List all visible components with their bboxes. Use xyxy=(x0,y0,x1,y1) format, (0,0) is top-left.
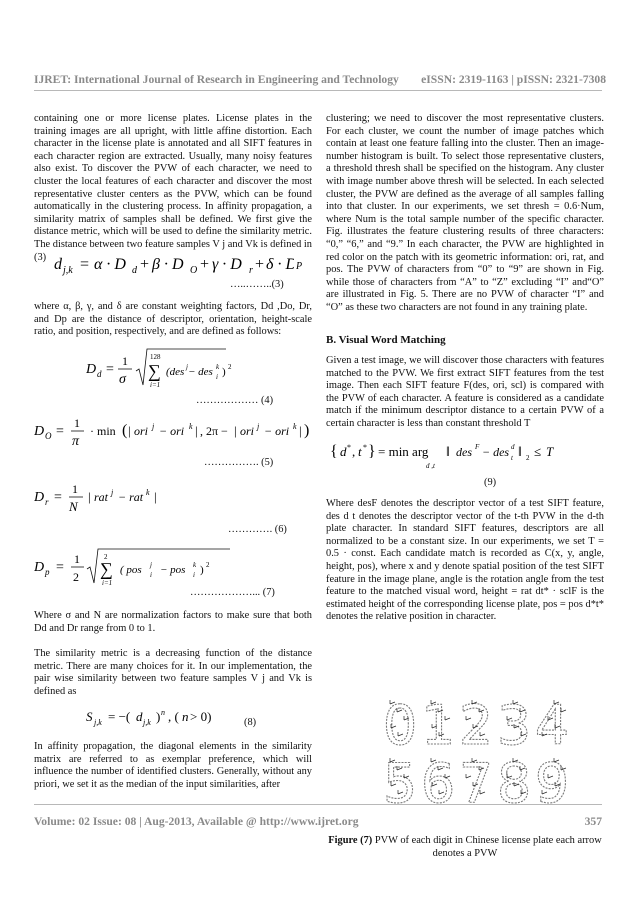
svg-text:2: 2 xyxy=(206,561,210,569)
svg-text:j,k: j,k xyxy=(63,265,73,276)
digit-glyph-6: 6 xyxy=(420,752,456,814)
svg-text:k: k xyxy=(193,561,197,569)
svg-text:j: j xyxy=(186,363,188,371)
svg-text:D: D xyxy=(34,490,45,505)
digit-glyph-0: 0 xyxy=(382,694,418,757)
svg-text:|: | xyxy=(128,423,131,438)
equation-7-number: ………………... (7) xyxy=(190,587,275,598)
svg-text:D: D xyxy=(34,560,45,575)
left-paragraph-1: containing one or more license plates. License plates in the training images are all upright, with little affine distortion. Each character in the license plate is annotated and all SIFT features in each character region are extracted. Usually, many noisy features also exist. To discover the PVW of each character, we need to cluster the local features of each character and discover the most representative cluster centers as the PVW, which can be found automatically in the clustering process. In affinity propagation, a similarity matrix of samples shall be defined. We first give the distance metric, which will be used to define the similarity metric. The distance between two feature samples V j and Vk is defined in (3) xyxy=(34,113,312,263)
svg-text:|: | xyxy=(195,423,198,438)
svg-text:d ,t: d ,t xyxy=(426,462,435,470)
svg-text:· min: · min xyxy=(90,424,116,438)
svg-text:, (: , ( xyxy=(168,709,179,724)
svg-text:N: N xyxy=(69,499,78,514)
svg-text:j,k: j,k xyxy=(94,718,102,727)
svg-text:*: * xyxy=(347,443,351,452)
svg-text:d: d xyxy=(97,369,102,379)
svg-text:( pos: ( pos xyxy=(120,564,142,576)
svg-text:1: 1 xyxy=(72,482,78,496)
svg-text:=: = xyxy=(56,560,64,575)
svg-text:∑: ∑ xyxy=(100,559,113,579)
equation-6-number: …………. (6) xyxy=(228,524,287,535)
svg-text:‖: ‖ xyxy=(446,445,450,460)
figure-caption-text: PVW of each digit in Chinese license plate each arrow denotes a PVW xyxy=(372,835,602,859)
svg-text:): ) xyxy=(304,422,310,439)
svg-text:− des: − des xyxy=(188,366,213,378)
left-paragraph-5: In affinity propagation, the diagonal elements in the similarity matrix are referred to as exemplar preference, which will influence the number of identified clusters. Generally, without any priori, we set it as the median of the input similarities, after xyxy=(34,741,312,790)
svg-text:j: j xyxy=(150,561,152,569)
left-paragraph-2: where α, β, γ, and δ are constant weighting factors, Dd ,Do, Dr, and Dp are the distance of descriptor, orientation, height-scale ratio, and position, respectively, and are defined as follows: xyxy=(34,301,312,338)
equation-3-subscript xyxy=(296,259,310,273)
svg-text:+: + xyxy=(200,256,210,273)
svg-text:∑: ∑ xyxy=(148,361,161,381)
svg-text:β · D: β · D xyxy=(152,256,184,273)
svg-text:i: i xyxy=(150,571,152,579)
svg-text:|: | xyxy=(88,489,91,504)
svg-text:d: d xyxy=(340,444,347,459)
issn-info: eISSN: 2319-1163 | pISSN: 2321-7308 xyxy=(421,73,606,86)
svg-text:=: = xyxy=(56,424,64,439)
svg-text:π: π xyxy=(72,434,80,449)
footer-rule xyxy=(34,804,602,805)
svg-text:α · D: α · D xyxy=(94,256,126,273)
svg-text:D: D xyxy=(86,362,97,377)
section-heading: B. Visual Word Matching xyxy=(326,334,446,346)
page-header xyxy=(34,73,606,86)
svg-text:=: = xyxy=(80,256,90,273)
svg-text:+: + xyxy=(140,256,150,273)
svg-text:j: j xyxy=(257,422,260,431)
digit-glyph-9: 9 xyxy=(534,752,570,814)
svg-text:+: + xyxy=(255,256,265,273)
pvw-digits-figure xyxy=(382,694,572,814)
svg-text:d: d xyxy=(136,709,143,724)
digit-glyph-1: 1 xyxy=(420,694,456,757)
svg-text:O: O xyxy=(190,265,198,276)
svg-text:=: = xyxy=(54,490,62,505)
equation-3-formula xyxy=(54,251,294,277)
svg-text:T: T xyxy=(546,444,554,459)
svg-text:γ · D: γ · D xyxy=(212,256,242,273)
equation-3-number: …..……..(3) xyxy=(230,279,284,290)
digit-glyph-2: 2 xyxy=(458,694,494,757)
svg-text:≤: ≤ xyxy=(534,444,542,459)
svg-text:O: O xyxy=(45,431,52,441)
figure-label: Figure (7) xyxy=(328,835,373,846)
svg-text:, 2π −: , 2π − xyxy=(200,424,228,438)
svg-text:‖: ‖ xyxy=(518,445,522,460)
equation-9-number: (9) xyxy=(484,477,497,488)
digit-glyph-3: 3 xyxy=(496,694,532,757)
svg-text:{: { xyxy=(330,443,338,460)
equation-5-number: ……………. (5) xyxy=(204,457,274,468)
svg-text:= −(: = −( xyxy=(108,709,131,724)
right-paragraph-2: Given a test image, we will discover those characters with features matched to the PVW. We first extract SIFT features from the test image. Then each SIFT feature F(des, ori, scl) is compared with the PVW of each character. A feature is considered as a candidate match if the minimum descriptor distance to a certain PVW of a certain character is less than constant threshold T xyxy=(326,355,604,429)
svg-text:σ: σ xyxy=(119,372,126,387)
svg-text:− ori: − ori xyxy=(264,424,290,438)
digit-glyph-8: 8 xyxy=(496,752,532,814)
left-paragraph-4: The similarity metric is a decreasing function of the distance metric. There are many choices for it. In our implementation, the pair wise similarity between two feature samples V j and Vk is defined as xyxy=(34,648,312,697)
svg-text:i: i xyxy=(216,373,218,381)
svg-text:(des: (des xyxy=(166,366,185,378)
svg-text:2: 2 xyxy=(228,363,232,371)
svg-text:2: 2 xyxy=(526,454,530,462)
svg-text:d: d xyxy=(132,265,137,276)
svg-text:n: n xyxy=(182,709,189,724)
footer-volume: Volume: 02 Issue: 08 | Aug-2013, Available @ http://www.ijret.org xyxy=(34,815,359,828)
svg-text:n: n xyxy=(161,708,165,717)
svg-text:|: | xyxy=(154,489,157,504)
svg-text:*: * xyxy=(363,443,367,452)
svg-text:− ori: − ori xyxy=(159,424,185,438)
svg-text:(: ( xyxy=(122,422,128,439)
svg-text:i=1: i=1 xyxy=(150,381,161,389)
page-number: 357 xyxy=(584,815,602,828)
svg-text:P: P xyxy=(296,261,303,272)
svg-text:rat: rat xyxy=(94,490,109,504)
equation-7-formula xyxy=(34,543,234,589)
equation-4-formula-tail xyxy=(188,343,268,393)
svg-text:2: 2 xyxy=(104,553,108,561)
digit-glyph-4: 4 xyxy=(534,694,570,757)
equation-9-formula xyxy=(330,438,570,474)
journal-title: IJRET: International Journal of Research in Engineering and Technology xyxy=(34,73,399,86)
svg-text:ori: ori xyxy=(240,424,255,438)
svg-text:|: | xyxy=(299,423,302,438)
svg-text:): ) xyxy=(200,564,204,576)
svg-text:1: 1 xyxy=(122,354,128,368)
digit-glyph-5: 5 xyxy=(382,752,418,814)
svg-text:> 0): > 0) xyxy=(190,709,212,724)
svg-text:t: t xyxy=(358,444,362,459)
svg-text:1: 1 xyxy=(74,552,80,566)
svg-text:i: i xyxy=(193,571,195,579)
svg-text:}: } xyxy=(368,443,376,460)
svg-text:ori: ori xyxy=(134,424,149,438)
svg-text:t: t xyxy=(511,454,513,462)
equation-3 xyxy=(54,251,294,282)
svg-text:d: d xyxy=(511,443,515,451)
equation-8-number: (8) xyxy=(244,717,257,728)
svg-text:2: 2 xyxy=(73,570,79,584)
svg-text:j,k: j,k xyxy=(143,718,151,727)
equation-5-formula xyxy=(34,413,312,453)
svg-text:k: k xyxy=(293,422,297,431)
svg-text:r: r xyxy=(45,497,49,507)
svg-text:128: 128 xyxy=(150,353,161,361)
svg-text:): ) xyxy=(222,366,226,378)
svg-text:k: k xyxy=(146,488,150,497)
svg-text:− rat: − rat xyxy=(118,490,144,504)
svg-text:S: S xyxy=(86,709,93,724)
equation-4-number: ……………… (4) xyxy=(196,395,274,406)
svg-text:− des: − des xyxy=(482,445,510,459)
svg-text:= min arg: = min arg xyxy=(378,444,429,459)
header-rule xyxy=(34,90,602,91)
svg-text:p: p xyxy=(45,567,50,577)
equation-8-formula xyxy=(86,705,236,729)
svg-text:1: 1 xyxy=(74,416,80,430)
page-footer xyxy=(34,815,602,828)
svg-text:d: d xyxy=(54,256,62,273)
figure-caption xyxy=(326,835,604,860)
svg-text:k: k xyxy=(189,422,193,431)
equation-6-formula xyxy=(34,479,194,519)
svg-text:D: D xyxy=(34,424,45,439)
svg-text:k: k xyxy=(216,363,220,371)
right-paragraph-1: clustering; we need to discover the most representative clusters. For each cluster, we count the number of image patches which contain at least one feature falling into the cluster. Then an image-number histogram is built. To select those representative clusters, a threshold thresh shall be specified on the histogram. Any cluster with image number above thresh will be selected. In each selected cluster, the PVW are defined as the average of all samples falling into that cluster. In our experiments, we set thresh = 0.6·Num, where Num is the total sample number of the specific character. Fig. illustrates the feature clustering results of three characters: “0,” “6,” and “9.” In each character, the PVW are highlighted in red color on the patch with its geometric information: ori, rat, and pos. The PVW of characters from “0” to “9” are shown in Fig. while those of characters from “A” to “Z” excluding “I” and“O” are illustrated in Fig. 5. There are no PVW of character “I” and “O” as these two characters are not found in any training plate. xyxy=(326,113,604,313)
left-paragraph-3: Where σ and N are normalization factors to make sure that both Dd and Dr range from 0 to 1. xyxy=(34,610,312,634)
svg-text:F: F xyxy=(475,443,480,451)
svg-text:r: r xyxy=(249,265,253,276)
right-paragraph-3: Where desF denotes the descriptor vector of a test SIFT feature, des d t denotes the descriptor vector of the t-th PVW in the d-th plate character. In standard SIFT features, descriptors are all normalized to be a constant size. In our experiments, we set T = 0.5 · const. Each candidate match is recorded as C(x, y, angle, height, pos), where x and y denote spatial position of the test SIFT feature in the image plane, angle is the rotation angle from the test feature to the matched visual word, height = rat dt* · sclF is the estimated height of the corresponding license plate, pos = pos d*t* denotes the relative position in character. xyxy=(326,498,604,623)
svg-text:=: = xyxy=(106,362,114,377)
digit-glyph-7: 7 xyxy=(458,752,494,814)
svg-text:i=1: i=1 xyxy=(102,579,113,587)
svg-text:j: j xyxy=(152,422,155,431)
svg-text:des: des xyxy=(456,445,472,459)
svg-text:− pos: − pos xyxy=(160,564,186,576)
svg-text:): ) xyxy=(156,709,161,724)
svg-text:j: j xyxy=(111,488,114,497)
svg-text:|: | xyxy=(234,423,237,438)
svg-text:,: , xyxy=(352,444,356,459)
svg-text:δ · D: δ · D xyxy=(266,256,294,273)
